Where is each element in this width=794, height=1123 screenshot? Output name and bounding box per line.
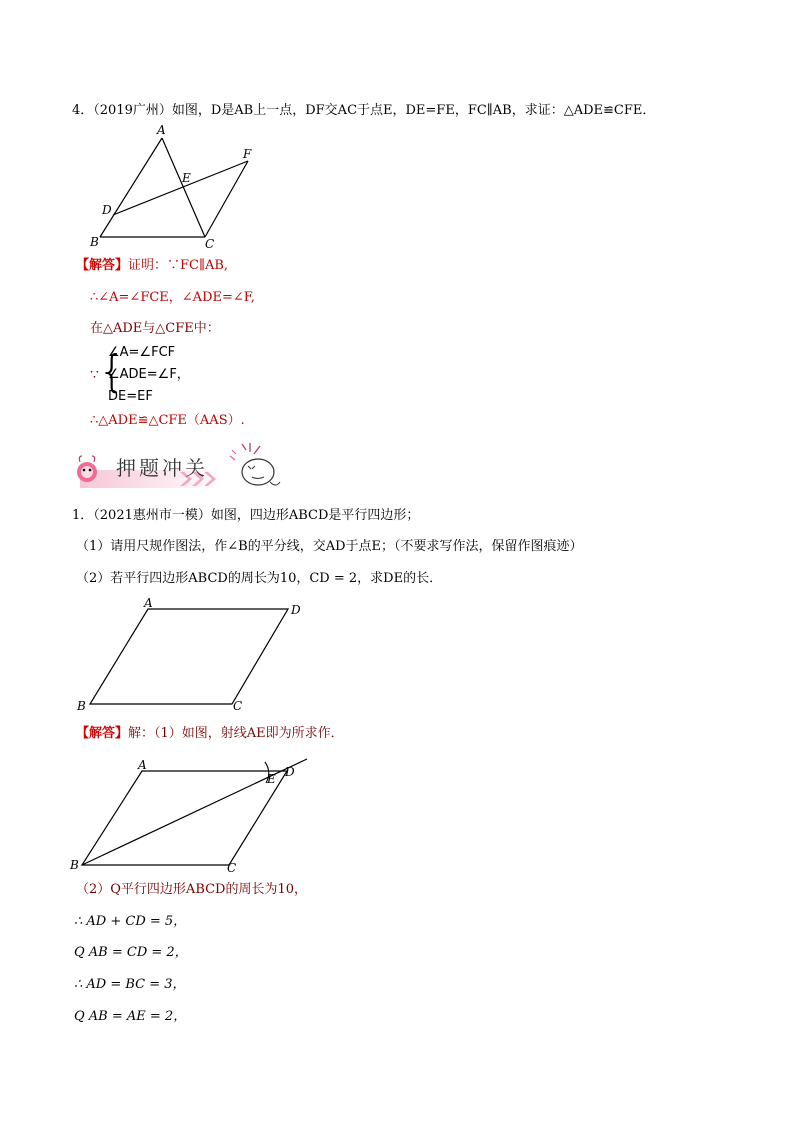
- answer-2-line-3: ∴ AD + CD = 5，: [74, 914, 187, 929]
- banner-title: 押题冲关: [116, 456, 208, 480]
- system-line-1: ∠A=∠FCF: [108, 345, 176, 360]
- label-F: F: [243, 147, 252, 161]
- figure-triangle: [86, 124, 266, 252]
- question-1-part-2: （2）若平行四边形ABCD的周长为10，CD = 2，求DE的长．: [76, 571, 443, 586]
- figure-parallelogram: [72, 594, 312, 716]
- question-1-part-1: （1）请用尺规作图法，作∠B的平分线，交AD于点E；（不要求写作法，保留作图痕迹）: [76, 539, 583, 554]
- label-B: B: [90, 235, 99, 249]
- label-E: E: [267, 772, 276, 786]
- label-D: D: [291, 603, 301, 617]
- section-banner: [70, 442, 285, 492]
- label-E: E: [182, 171, 191, 185]
- answer-tag: 【解答】: [76, 726, 129, 741]
- answer-2-line-1: 【解答】解：（1）如图，射线AE即为所求作．: [76, 726, 344, 741]
- system-line-3: DE=EF: [108, 389, 153, 404]
- label-C: C: [227, 861, 237, 875]
- question-number: 1．: [72, 508, 94, 523]
- answer-1-line-2: ∴∠A=∠FCE，∠ADE=∠F,: [90, 290, 255, 305]
- question-number: 4．: [72, 103, 94, 118]
- label-C: C: [205, 237, 215, 251]
- question-4: [72, 102, 655, 120]
- answer-2-line-2: （2）Q平行四边形ABCD的周长为10，: [76, 882, 308, 897]
- question-text: 如图，四边形ABCD是平行四边形；: [210, 508, 420, 523]
- figure-parallelogram-solution: [66, 752, 316, 878]
- label-B: B: [77, 699, 86, 713]
- label-C: C: [233, 699, 243, 713]
- answer-2-line-6: Q AB = AE = 2，: [74, 1009, 187, 1024]
- system-brace: {: [98, 346, 126, 397]
- label-B: B: [70, 858, 79, 872]
- question-text: 如图，D是AB上一点，DF交AC于点E，DE=FE，FC∥AB，求证：△ADE≌CFE．: [171, 103, 656, 118]
- answer-1-line-4: ∴△ADE≌△CFE（AAS）.: [90, 413, 245, 428]
- system-line-2: ∠ADE=∠F，: [108, 367, 190, 382]
- answer-tag: 【解答】: [76, 258, 129, 273]
- label-A: A: [138, 758, 147, 772]
- label-A: A: [144, 596, 153, 610]
- question-source: （2021惠州市一模）: [93, 508, 211, 523]
- label-A: A: [157, 124, 166, 137]
- answer-1-line-3: 在△ADE与△CFE中：: [90, 321, 220, 336]
- question-source: （2019广州）: [93, 103, 172, 118]
- label-D: D: [285, 765, 295, 779]
- answer-1-line-1: 【解答】证明：∵FC∥AB,: [76, 258, 229, 273]
- answer-2-line-5: ∴ AD = BC = 3，: [74, 977, 186, 992]
- label-D: D: [102, 203, 112, 217]
- because-symbol: ∵: [90, 367, 99, 383]
- question-1: [72, 507, 419, 525]
- answer-2-line-4: Q AB = CD = 2，: [74, 945, 188, 960]
